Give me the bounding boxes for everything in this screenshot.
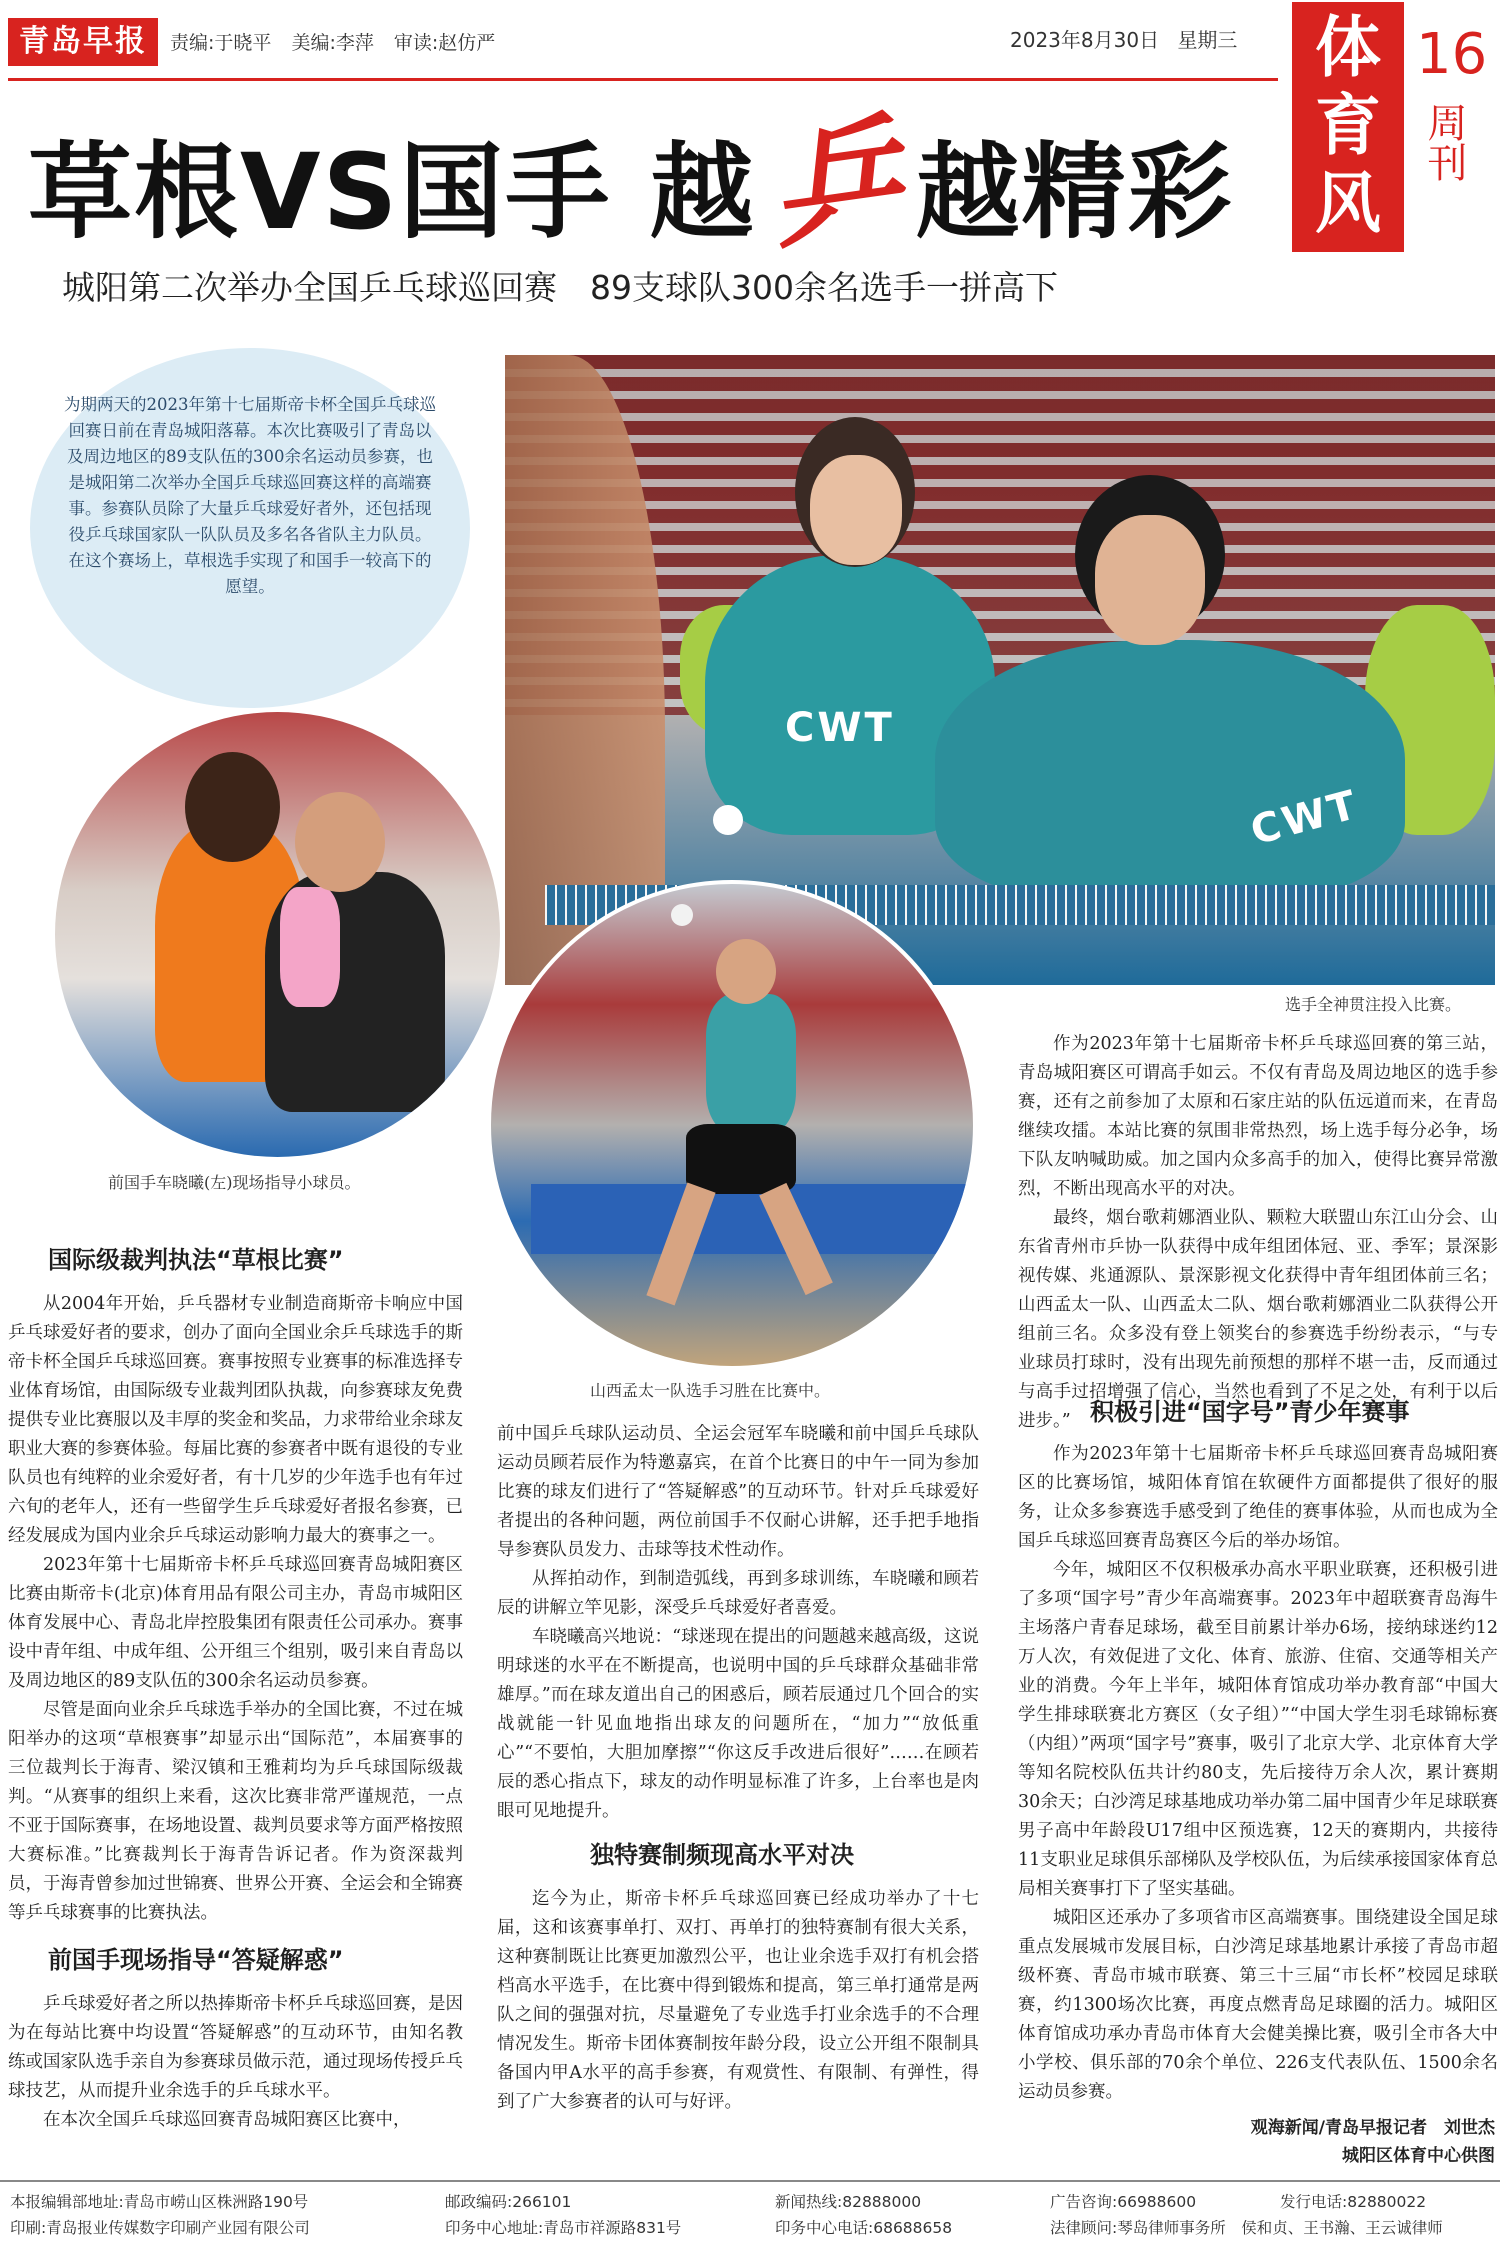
credit-editor: 责编:于晓平: [170, 32, 272, 54]
headline: [28, 97, 1234, 268]
paragraph: 迄今为止，斯帝卡杯乒乓球巡回赛已经成功举办了十七届，这和该赛事单打、双打、再单打的独特赛制有很大关系，这种赛制既让比赛更加激烈公平，也让业余选手双打有机会搭档高水平选手，在比赛中得到锻炼和提高，第三单打通常是两队之间的强强对抗，尽量避免了专业选手打业余选手的不合理情况发生。斯帝卡团体赛制按年龄分段，设立公开组不限制具备国内甲A水平的高手参赛，有观赏性、有限制、有弹性，得到了广大参赛者的认可与好评。: [497, 1889, 979, 2112]
paragraph: 车晓曦高兴地说：“球迷现在提出的问题越来越高级，这说明球迷的水平在不断提高，也说明中国的乒乓球群众基础非常雄厚。”而在球友道出自己的困惑后，顾若辰通过几个回合的实战就能一针见血地指出球友的问题所在，“加力”“放低重心”“不要怕，大胆加摩擦”“你这反手改进后很好”……在顾若辰的悉心指点下，球友的动作明显标准了许多，上台率也是肉眼可见地提升。: [497, 1627, 979, 1821]
article-column-3b: [1018, 1440, 1498, 2107]
paragraph: 从挥拍动作，到制造弧线，再到多球训练，车晓曦和顾若辰的讲解立竿见影，深受乒乓球爱好者喜爱。: [497, 1569, 979, 1618]
issue-date: 2023年8月30日: [1010, 28, 1160, 52]
footer-postcode: 邮政编码:266101: [445, 2193, 572, 2211]
editor-credits: [170, 28, 509, 55]
paragraph: 乒乓球爱好者之所以热捧斯帝卡杯乒乓球巡回赛，是因为在每站比赛中均设置“答疑解惑”的互动环节，由知名教练或国家队选手亲自为参赛球员做示范，通过现场传授乒乓球技艺，从而提升业余选手的乒乓球水平。: [8, 1994, 463, 2101]
footer-print-phone: 印务中心电话:68688658: [775, 2219, 953, 2237]
action-player-head: [716, 939, 776, 1004]
masthead-rule: [8, 78, 1278, 81]
byline-photo-credit: 城阳区体育中心供图: [1342, 2146, 1495, 2166]
article-column-2b: [497, 1885, 979, 2117]
ping-pong-ball: [713, 805, 743, 835]
footer-distribution: 发行电话:82880022: [1280, 2193, 1427, 2211]
footer-rule: [0, 2180, 1500, 2182]
section-tag: [1292, 2, 1496, 252]
player-action-photo: [487, 880, 977, 1370]
page-number: 16: [1416, 22, 1488, 87]
court-barrier: [531, 1184, 971, 1254]
article-column-1: [8, 1290, 463, 1928]
male-player-body: [935, 640, 1405, 900]
article-column-1b: [8, 1990, 463, 2135]
section-heading-format: 独特赛制频现高水平对决: [590, 1841, 854, 1869]
coach-photo: [55, 712, 500, 1157]
headline-part1: 草根VS国手 越: [28, 131, 756, 253]
article-column-2: [497, 1420, 979, 1826]
newspaper-logo: 青岛早报: [8, 18, 158, 66]
young-player-shirt: [280, 887, 340, 1007]
caption-main-photo: 选手全神贯注投入比赛。: [1285, 995, 1462, 1014]
caption-action-photo: 山西孟太一队选手习胜在比赛中。: [590, 1381, 831, 1400]
jersey-logo: CWT: [785, 705, 895, 751]
byline: [1150, 2114, 1495, 2170]
paragraph: 2023年第十七届斯帝卡杯乒乓球巡回赛青岛城阳赛区比赛由斯帝卡(北京)体育用品有限公司主办，青岛市城阳区体育发展中心、青岛北岸控股集团有限责任公司承办。赛事设中青年组、中成年组、公开组三个组别，吸引来自青岛以及周边地区的89支队伍的300余名运动员参赛。: [8, 1555, 463, 1691]
section-name: 体 育 风: [1292, 2, 1404, 252]
paragraph: 在本次全国乒乓球巡回赛青岛城阳赛区比赛中，: [43, 2110, 411, 2130]
subheadline: 城阳第二次举办全国乒乓球巡回赛 89支球队300余名选手一拼高下: [62, 268, 1058, 307]
paragraph: 作为2023年第十七届斯帝卡杯乒乓球巡回赛的第三站，青岛城阳赛区可谓高手如云。不仅有青岛及周边地区的选手参赛，还有之前参加了太原和石家庄站的队伍远道而来，在青岛继续攻擂。本站比赛的氛围非常热烈，场上选手每分必争，场下队友呐喊助威。加之国内众多高手的加入，使得比赛异常激烈，不断出现高水平的对决。: [1018, 1034, 1498, 1199]
male-player-face: [1095, 515, 1205, 645]
main-photo: [505, 355, 1495, 985]
headline-ping-char: 乒: [759, 97, 912, 268]
footer-ad-contact: 广告咨询:66988600: [1050, 2193, 1197, 2211]
issue-weekday: 星期三: [1177, 28, 1238, 52]
action-player-shorts: [686, 1124, 796, 1194]
headline-part2: 越精彩: [915, 131, 1234, 253]
section-heading-guidance: 前国手现场指导“答疑解惑”: [48, 1946, 344, 1974]
paragraph: 最终，烟台歌莉娜酒业队、颗粒大联盟山东江山分会、山东省青州市乒协一队获得中成年组团体冠、亚、季军；景深影视传媒、兆通源队、景深影视文化获得中青年组团体前三名；山西孟太一队、山西孟太二队、烟台歌莉娜酒业二队获得公开组前三名。众多没有登上领奖台的参赛选手纷纷表示，“与专业球员打球时，没有出现先前预想的那样不堪一击，反而通过与高手过招增强了信心，当然也看到了不足之处，有利于以后进步。”: [1018, 1208, 1498, 1431]
masthead: [0, 0, 1500, 80]
credit-designer: 美编:李萍: [291, 32, 374, 54]
section-heading-youth: 积极引进“国字号”青少年赛事: [1090, 1398, 1410, 1426]
paragraph: 今年，城阳区不仅积极承办高水平职业联赛，还积极引进了多项“国字号”青少年高端赛事。2023年中超联赛青岛海牛主场落户青春足球场，截至目前累计举办6场，接纳球迷约12万人次，有效促进了文化、体育、旅游、住宿、交通等相关产业的消费。今年上半年，城阳体育馆成功举办教育部“中国大学生排球联赛北方赛区（女子组）”“中国大学生羽毛球锦标赛（内组）”两项“国字号”赛事，吸引了北京大学、北京体育大学等知名院校队伍共计约80支，先后接待万余人次，累计赛期30余天；白沙湾足球基地成功举办第二届中国青少年足球联赛男子高中年龄段U17组中区预选赛，12天的赛期内，共接待11支职业足球俱乐部梯队及学校队伍，为后续承接国家体育总局相关赛事打下了坚实基础。: [1018, 1560, 1498, 1899]
intro-text: 为期两天的2023年第十七届斯帝卡杯全国乒乓球巡回赛日前在青岛城阳落幕。本次比赛吸引了青岛以及周边地区的89支队伍的300余名运动员参赛，也是城阳第二次举办全国乒乓球巡回赛这样的高端赛事。参赛队员除了大量乒乓球爱好者外，还包括现役乒乓球国家队一队队员及多名各省队主力队员。在这个赛场上，草根选手实现了和国手一较高下的愿望。: [64, 395, 436, 596]
jersey-logo-2: CWT: [1245, 781, 1364, 855]
article-column-3: [1018, 1030, 1498, 1436]
female-player-face: [810, 455, 902, 565]
action-player-body: [706, 994, 796, 1134]
dateline: [1010, 24, 1249, 53]
footer-hotline: 新闻热线:82888000: [775, 2193, 922, 2211]
young-player-head: [295, 792, 385, 892]
ping-pong-ball-2: [671, 904, 693, 926]
paragraph: 城阳区还承办了多项省市区高端赛事。围绕建设全国足球重点发展城市发展目标，白沙湾足球基地累计承接了青岛市超级杯赛、青岛市城市联赛、第三十三届“市长杯”校园足球联赛，约1300场次比赛，再度点燃青岛足球圈的活力。城阳区体育馆成功承办青岛市体育大会健美操比赛，吸引全市各大中小学校、俱乐部的70余个单位、226支代表队伍、1500余名运动员参赛。: [1018, 1908, 1498, 2102]
section-heading-referees: 国际级裁判执法“草根比赛”: [48, 1246, 344, 1274]
paragraph: 前中国乒乓球队运动员、全运会冠军车晓曦和前中国乒乓球队运动员顾若辰作为特邀嘉宾，在首个比赛日的中午一同为参加比赛的球友们进行了“答疑解惑”的互动环节。针对乒乓球爱好者提出的各种问题，两位前国手不仅耐心讲解，还手把手地指导参赛队员发力、击球等技术性动作。: [497, 1424, 979, 1560]
paragraph: 尽管是面向业余乒乓球选手举办的全国比赛，不过在城阳举办的这项“草根赛事”却显示出“国际范”，本届赛事的三位裁判长于海青、梁汉镇和王雅莉均为乒乓球国际级裁判。“从赛事的组织上来看，这次比赛非常严谨规范，一点不亚于国际赛事，在场地设置、裁判员要求等方面严格按照大赛标准。”比赛裁判长于海青告诉记者。作为资深裁判员，于海青曾参加过世锦赛、世界公开赛、全运会和全锦赛等乒乓球赛事的比赛执法。: [8, 1700, 463, 1923]
paragraph: 作为2023年第十七届斯帝卡杯乒乓球巡回赛青岛城阳赛区的比赛场馆，城阳体育馆在软硬件方面都提供了很好的服务，让众多参赛选手感受到了绝佳的赛事体验，从而也成为全国乒乓球巡回赛青岛赛区今后的举办场馆。: [1018, 1444, 1498, 1551]
byline-reporter: 观海新闻/青岛早报记者 刘世杰: [1250, 2118, 1495, 2138]
weekly-label: 周刊: [1421, 102, 1467, 182]
paragraph: 从2004年开始，乒乓器材专业制造商斯帝卡响应中国乒乓球爱好者的要求，创办了面向全国业余乒乓球选手的斯帝卡杯全国乒乓球巡回赛。赛事按照专业赛事的标准选择专业体育场馆，由国际级专业裁判团队执裁，向参赛球友免费提供专业比赛服以及丰厚的奖金和奖品，力求带给业余球友职业大赛的参赛体验。每届比赛的参赛者中既有退役的专业队员也有纯粹的业余爱好者，有十几岁的少年选手也有年过六旬的老年人，还有一些留学生乒乓球爱好者报名参赛，已经发展成为国内业余乒乓球运动影响力最大的赛事之一。: [8, 1294, 463, 1546]
footer-address: 本报编辑部地址:青岛市崂山区株洲路190号: [10, 2193, 309, 2211]
credit-proofreader: 审读:赵仿严: [393, 32, 496, 54]
footer-legal: 法律顾问:琴岛律师事务所 侯和贞、王书瀚、王云诚律师: [1050, 2219, 1443, 2237]
footer-print-address: 印务中心地址:青岛市祥源路831号: [445, 2219, 682, 2237]
coach-head: [185, 752, 280, 862]
caption-coach-photo: 前国手车晓曦(左)现场指导小球员。: [108, 1173, 361, 1192]
footer-printer: 印刷:青岛报业传媒数字印刷产业园有限公司: [10, 2219, 310, 2237]
